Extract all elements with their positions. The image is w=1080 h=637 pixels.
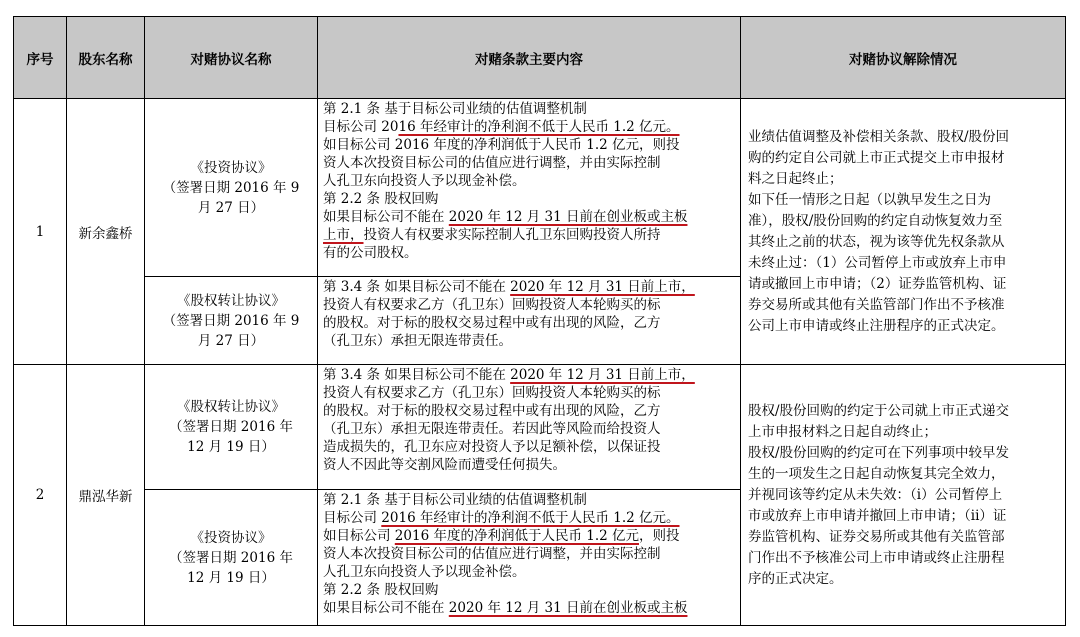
row2-agreement2-name	[145, 490, 318, 626]
row2-serial: 2	[14, 365, 67, 626]
clause-text: 资人不因此等交割风险而遭受任何损失。	[323, 457, 566, 473]
resolution-line: 购的约定自公司就上市正式提交上市申报材	[748, 149, 1005, 166]
clause-text: 人孔卫东向投资人予以现金补偿。	[323, 564, 526, 580]
clause-line	[323, 384, 736, 402]
clause-line	[323, 402, 736, 420]
resolution-line: 股权/股份回购的约定于公司就上市正式递交	[748, 402, 1010, 419]
clause-text: 第 2.2 条 股权回购	[323, 191, 439, 207]
clause-line	[323, 420, 736, 438]
clause-text: 投资人有权要求乙方（孔卫东）回购投资人本轮购买的标	[323, 385, 661, 401]
agreement-date: （签署日期 2016 年 9	[162, 312, 300, 329]
highlighted-text: 2016 年经审计的净利润不低于人民币 1.2 亿元。	[381, 510, 680, 526]
clause-text: 的股权。对于标的股权交易过程中或有出现的风险，乙方	[323, 403, 661, 419]
clause-text: 目标公司 20	[323, 119, 399, 135]
resolution-line: 门作出不予核准公司上市申请或终止注册程	[748, 549, 1005, 566]
row1-shareholder: 新余鑫桥	[67, 99, 145, 365]
resolution-line: 上市申报材料之日起自动终止；	[748, 423, 937, 440]
clause-line	[323, 581, 736, 599]
agreement-date: （签署日期 2016 年 9	[162, 179, 300, 196]
resolution-line: 并视同该等约定从未失效：（i）公司暂停上	[748, 486, 1003, 503]
clause-text: 第 2.1 条 基于目标公司业绩的估值调整机制	[323, 492, 587, 508]
header-agreement-name: 对赌协议名称	[145, 17, 318, 99]
row1-agreement1-content	[318, 99, 741, 277]
row1-agreement1-name	[145, 99, 318, 277]
agreement-date: （签署日期 2016 年	[169, 549, 293, 566]
clause-line	[323, 100, 736, 118]
highlighted-text: 2020 年 12 月 31 日前在创业板或主板	[448, 209, 688, 225]
clause-line	[323, 172, 736, 190]
agreement-date: （签署日期 2016 年	[169, 419, 293, 435]
resolution-line: 公司上市申请或终止注册程序的正式决定。	[748, 317, 1005, 334]
vam-agreement-table	[13, 16, 1066, 626]
agreement-title: 《股权转让协议》	[177, 292, 285, 309]
clause-line	[323, 599, 736, 617]
clause-text: 如目标公司	[323, 528, 395, 544]
header-clause-content: 对赌条款主要内容	[318, 17, 741, 99]
clause-line	[323, 545, 736, 563]
row1-agreement2-content	[318, 277, 741, 365]
clause-line	[323, 509, 736, 527]
header-shareholder-name: 股东名称	[67, 17, 145, 99]
highlighted-text: 16 年经审计的净利润不低于人民币 1.2 亿元。	[398, 119, 680, 135]
clause-line	[323, 332, 736, 350]
clause-text: 第 3.4 条 如果目标公司不能在	[323, 279, 511, 295]
clause-text: （孔卫东）承担无限连带责任。若因此等风险而给投资人	[323, 421, 661, 437]
highlighted-text: 2020 年 12 月 31 日前在创业板或主板	[448, 600, 688, 616]
resolution-line: 券监管机构、证券交易所或其他有关监管部	[748, 528, 1005, 545]
resolution-line: 序的正式决定。	[748, 570, 843, 587]
row2-agreement1-name	[145, 365, 318, 490]
agreement-date: 12 月 19 日）	[187, 439, 275, 455]
row1-serial: 1	[14, 99, 67, 365]
resolution-line: 未终止过：（1）公司暂停上市或放弃上市申	[748, 254, 1007, 271]
clause-text: 有的公司股权。	[323, 245, 418, 261]
clause-line	[323, 278, 736, 296]
table-row	[14, 99, 1066, 277]
row2-shareholder: 鼎泓华新	[67, 365, 145, 626]
resolution-line: 业绩估值调整及补偿相关条款、股权/股份回	[748, 128, 1010, 145]
row1-resolution	[741, 99, 1066, 365]
clause-text: 投资人有权要求实际控制人孔卫东回购投资人所持	[363, 227, 661, 243]
table-header-row	[14, 17, 1066, 99]
clause-line	[323, 438, 736, 456]
clause-line	[323, 314, 736, 332]
clause-text: ，则投	[639, 528, 680, 544]
clause-line	[323, 154, 736, 172]
clause-line	[323, 190, 736, 208]
resolution-line: 券交易所或其他有关监管部门作出不予核准	[748, 296, 1005, 313]
resolution-line: 请或撤回上市申请；（2）证券监管机构、证	[748, 275, 1007, 292]
row1-agreement2-name	[145, 277, 318, 365]
clause-line	[323, 456, 736, 474]
clause-text: 人孔卫东向投资人予以现金补偿。	[323, 173, 526, 189]
clause-text: 的股权。对于标的股权交易过程中或有出现的风险，乙方	[323, 315, 661, 331]
highlighted-text: 2020 年 12 月 31 日前上市，	[510, 367, 695, 383]
clause-text: 投资人有权要求乙方（孔卫东）回购投资人本轮购买的标	[323, 297, 661, 313]
clause-text: 第 2.2 条 股权回购	[323, 582, 439, 598]
clause-text: 第 2.1 条 基于目标公司业绩的估值调整机制	[323, 101, 587, 117]
highlighted-text: 2016 年度的净利润低于人民币 1.2 亿元	[394, 528, 639, 544]
agreement-title: 《股权转让协议》	[177, 399, 285, 415]
table-row	[14, 365, 1066, 490]
clause-text: 第 3.4 条 如果目标公司不能在	[323, 367, 511, 383]
clause-line	[323, 226, 736, 244]
header-termination-status: 对赌协议解除情况	[741, 17, 1066, 99]
clause-line	[323, 296, 736, 314]
highlighted-text: 上市，	[323, 227, 364, 243]
resolution-line: 股权/股份回购的约定可在下列事项中较早发	[748, 444, 1010, 461]
clause-line	[323, 244, 736, 262]
clause-text: （孔卫东）承担无限连带责任。	[323, 333, 512, 349]
clause-line	[323, 491, 736, 509]
highlighted-text: 2020 年 12 月 31 日前上市，	[510, 279, 695, 295]
resolution-line: 料之日起终止；	[748, 170, 843, 187]
clause-line	[323, 136, 736, 154]
clause-line	[323, 366, 736, 384]
agreement-date: 月 27 日）	[197, 332, 265, 349]
clause-text: 资人本次投资目标公司的估值应进行调整，并由实际控制	[323, 155, 661, 171]
clause-line	[323, 208, 736, 226]
agreement-date: 12 月 19 日）	[187, 569, 275, 586]
resolution-line: 准），股权/股份回购的约定自动恢复效力至	[748, 212, 1003, 229]
agreement-title: 《投资协议》	[190, 159, 272, 176]
clause-line	[323, 527, 736, 545]
row2-resolution	[741, 365, 1066, 626]
resolution-line: 市或放弃上市申请并撤回上市申请；（ii）证	[748, 507, 1007, 524]
clause-line	[323, 563, 736, 581]
agreement-date: 月 27 日）	[197, 199, 265, 216]
clause-line	[323, 118, 736, 136]
row2-agreement1-content	[318, 365, 741, 490]
clause-text: 如果目标公司不能在	[323, 600, 449, 616]
agreement-title: 《投资协议》	[190, 529, 272, 546]
resolution-line: 生的一项发生之日起自动恢复其完全效力，	[748, 465, 1005, 482]
clause-text: 目标公司	[323, 510, 382, 526]
header-serial-no: 序号	[14, 17, 67, 99]
clause-text: 如目标公司 2016 年度的净利润低于人民币 1.2 亿元，则投	[323, 137, 680, 153]
clause-text: 如果目标公司不能在	[323, 209, 449, 225]
resolution-line: 如下任一情形之日起（以孰早发生之日为	[748, 191, 991, 208]
resolution-line: 其终止之前的状态，视为该等优先权条款从	[748, 233, 1005, 250]
clause-text: 资人本次投资目标公司的估值应进行调整，并由实际控制	[323, 546, 661, 562]
clause-text: 造成损失的，孔卫东应对投资人予以足额补偿，以保证投	[323, 439, 661, 455]
row2-agreement2-content	[318, 490, 741, 626]
